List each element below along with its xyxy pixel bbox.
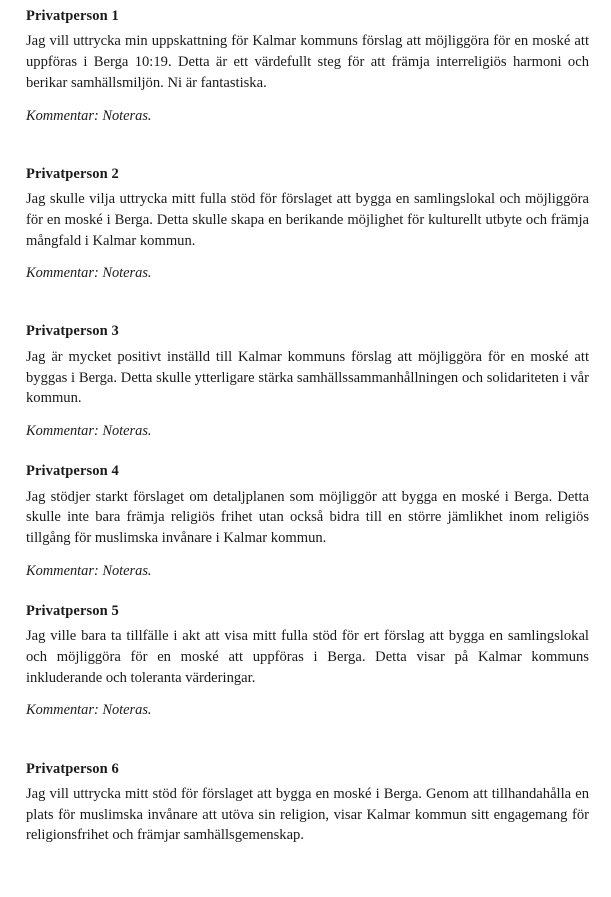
comment-entry [26,603,589,721]
entry-heading: Privatperson 5 [26,602,119,619]
comment-entry [26,8,589,126]
entry-heading: Privatperson 6 [26,760,119,777]
comment-entry [26,761,589,847]
entry-comment: Kommentar: Noteras. [26,265,152,282]
entry-comment: Kommentar: Noteras. [26,702,152,719]
section-spacer [26,743,589,761]
comment-entry [26,463,589,581]
section-spacer [26,305,589,323]
section-spacer [26,148,589,166]
entry-comment: Kommentar: Noteras. [26,422,152,439]
entry-heading: Privatperson 2 [26,165,119,182]
entry-comment: Kommentar: Noteras. [26,107,152,124]
entry-comment: Kommentar: Noteras. [26,562,152,579]
entry-body: Jag vill uttrycka min uppskattning för Kalmar kommuns förslag att möjliggöra för en moské att uppföras i Berga 10:19. Detta är ett värdefullt steg för att främja interreligiös harmoni och berikar samhällsmiljön. Ni är fantastiska. [26,33,589,91]
entry-heading: Privatperson 1 [26,8,119,24]
comment-entry [26,166,589,284]
entry-body: Jag stödjer starkt förslaget om detaljplanen som möjliggör att bygga en moské i Berga. Detta skulle inte bara främja religiös frihet utan också bidra till en större jämlikhet inom religiös tillgång för muslimska invånare i Kalmar kommun. [26,488,589,546]
entry-body: Jag skulle vilja uttrycka mitt fulla stöd för förslaget att bygga en samlingslokal och möjliggöra för en moské i Berga. Detta skulle skapa en berikande möjlighet för kulturellt utbyte och främja mångfald i Kalmar kommun. [26,191,589,249]
entry-heading: Privatperson 3 [26,323,119,340]
entry-body: Jag ville bara ta tillfälle i akt att visa mitt fulla stöd för ert förslag att bygga en samlingslokal och möjliggöra för en moské att uppföras i Berga. Detta visar på Kalmar kommuns inkluderande och toleranta värderingar. [26,628,589,686]
entry-body: Jag vill uttrycka mitt stöd för förslaget att bygga en moské i Berga. Genom att tillhandahålla en plats för muslimska invånare att utöva sin religion, visar Kalmar kommun sitt engagemang för religionsfrihet och främjar samhällsgemenskap. [26,785,589,844]
entry-heading: Privatperson 4 [26,463,119,480]
entry-body: Jag är mycket positivt inställd till Kalmar kommuns förslag att möjliggöra för en moské att byggas i Berga. Detta skulle ytterligare stärka samhällssammanhållningen och solidariteten i vår kommun. [26,348,589,407]
comment-entry [26,323,589,441]
